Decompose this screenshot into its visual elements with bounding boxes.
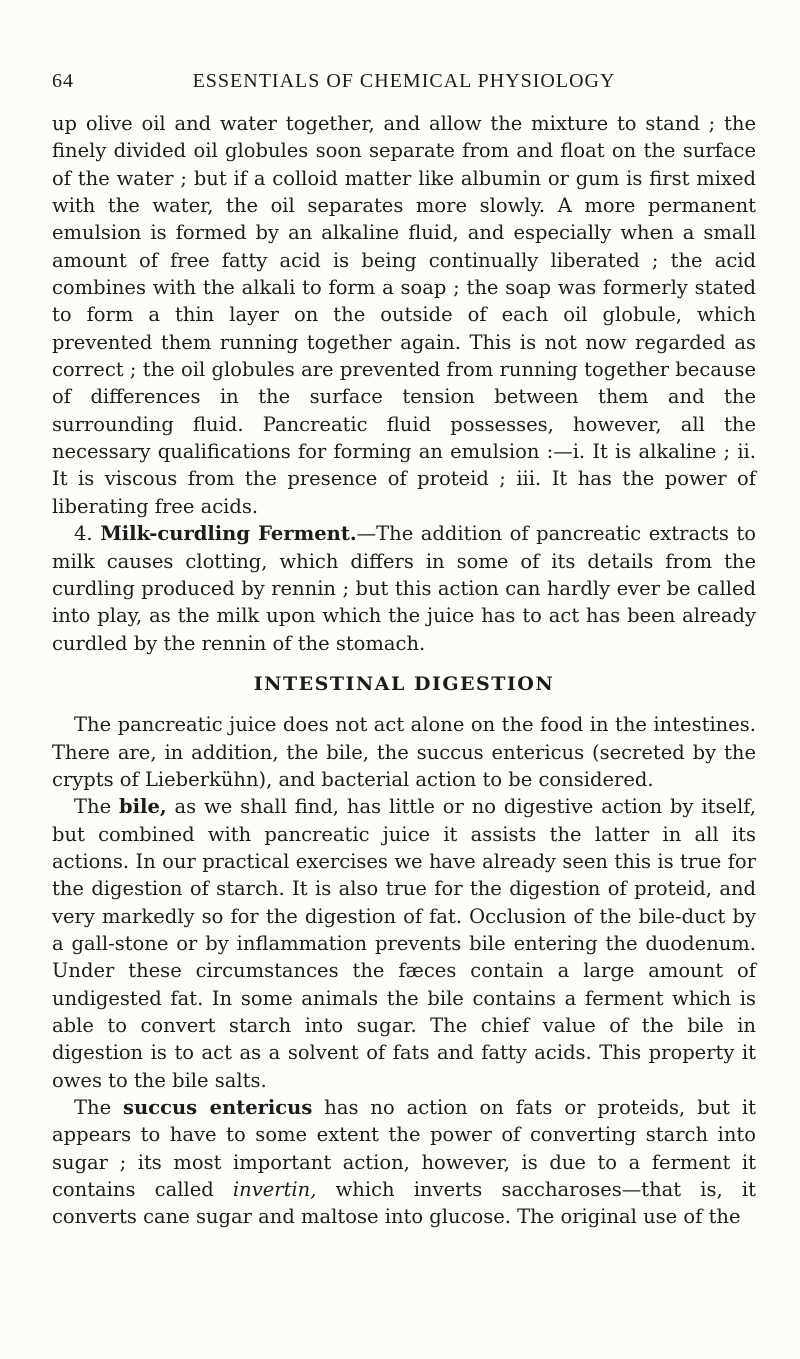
paragraph-milk-curdling [52, 520, 756, 657]
item-number: 4. [74, 522, 101, 546]
paragraph-bile [52, 793, 756, 1094]
paragraph-emulsion: up olive oil and water together, and allow the mixture to stand ; the finely divided oil globules soon separate from and float on the surface of the water ; but if a colloid matter like albumin or gum is first mixed with the water, the oil separates more slowly. A more permanent emulsion is formed by an alkaline fluid, and especially when a small amount of free fatty acid is being continually liberated ; the acid combines with the alkali to form a soap ; the soap was formerly stated to form a thin layer on the outside of each oil globule, which prevented them running together again. This is not now regarded as correct ; the oil globules are prevented from running together because of differences in the surface tension between them and the surrounding fluid. Pancreatic fluid possesses, however, all the necessary qualifications for forming an emulsion :—i. It is alkaline ; ii. It is viscous from the presence of proteid ; iii. It has the power of liberating free acids. [52, 112, 756, 518]
paragraph-text: —The addition of pancreatic extracts to milk causes clotting, which differs in some of its details from the curdling produced by rennin ; but this action can hardly ever be called into play, as the milk upon which the juice has to act has been already curdled by the rennin of the stomach. [52, 522, 756, 655]
paragraph-succus-entericus [52, 1094, 756, 1231]
term-invertin: invertin, [232, 1178, 317, 1202]
paragraph-intestinal-intro: The pancreatic juice does not act alone on the food in the intestines. There are, in addition, the bile, the succus entericus (secreted by the crypts of Lieberkühn), and bacterial action to be considered. [52, 713, 756, 791]
page-number: 64 [52, 70, 74, 92]
page-header [52, 70, 756, 102]
paragraph-text: as we shall find, has little or no digestive action by itself, but combined with pancreatic juice it assists the latter in all its actions. In our practical exercises we have already seen this is true for the digestion of starch. It is also true for the digestion of proteid, and very markedly so for the digestion of fat. Occlusion of the bile-duct by a gall-stone or by inflammation prevents bile entering the duodenum. Under these circumstances the fæces contain a large amount of undigested fat. In some animals the bile contains a ferment which is able to convert starch into sugar. The chief value of the bile in digestion is to act as a solvent of fats and fatty acids. This property it owes to the bile salts. [52, 795, 756, 1092]
page-body [52, 110, 756, 1231]
paragraph-lead: The [74, 1096, 124, 1120]
term-succus-entericus: succus entericus [123, 1096, 313, 1120]
running-title: ESSENTIALS OF CHEMICAL PHYSIOLOGY [192, 70, 616, 92]
term-milk-curdling-ferment: Milk-curdling Ferment. [100, 522, 357, 546]
paragraph-text: has no action on fats or proteids, but it appears to have to some extent the power of converting starch into sugar ; its most important action, however, is due to a ferment it contains called [52, 1096, 756, 1202]
term-bile: bile, [119, 795, 167, 819]
paragraph-lead: The [74, 795, 119, 819]
section-heading: INTESTINAL DIGESTION [253, 672, 555, 695]
paragraph-text: which inverts saccharoses—that is, it converts cane sugar and maltose into glucose. The original use of the [52, 1178, 756, 1229]
